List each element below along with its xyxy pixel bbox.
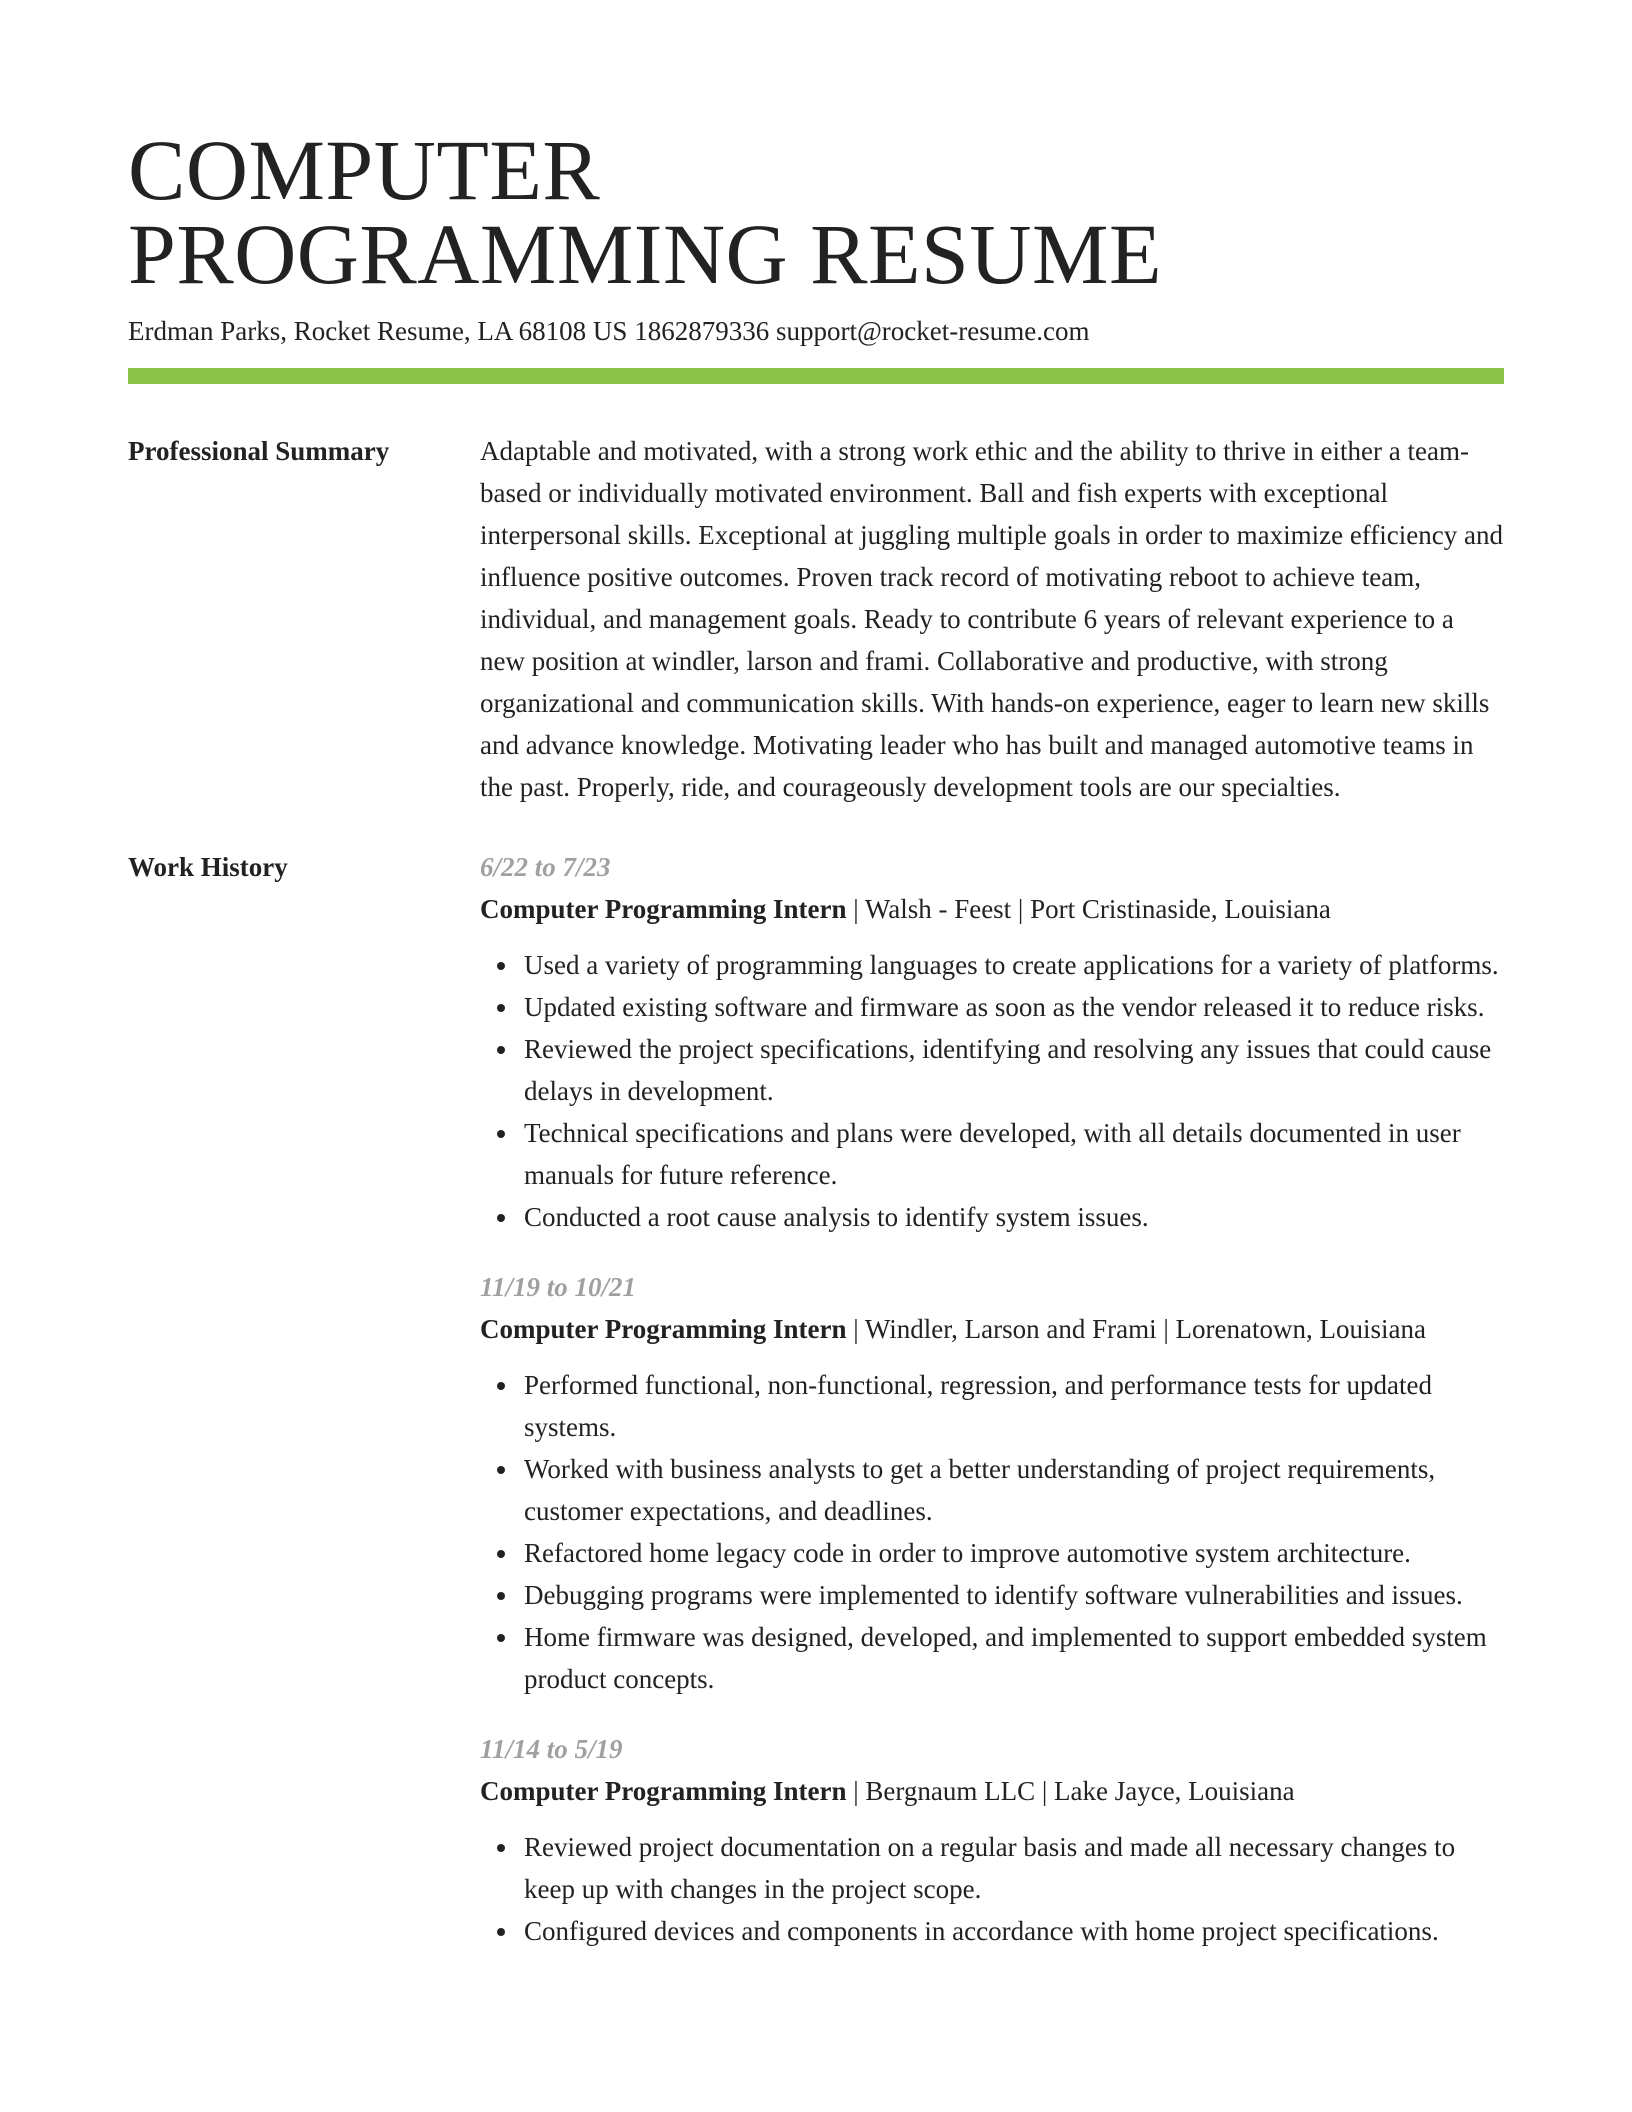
work-history-section [128,846,1504,1980]
job-heading [480,1308,1504,1350]
list-item: Reviewed the project specifications, identifying and resolving any issues that could cause delays in development. [524,1028,1504,1112]
job-title: Computer Programming Intern [480,1776,847,1806]
work-history-body [480,846,1504,1980]
list-item: Used a variety of programming languages to create applications for a variety of platforms. [524,944,1504,986]
contact-line: Erdman Parks, Rocket Resume, LA 68108 US 1862879336 support@rocket-resume.com [128,316,1090,346]
section-label-summary: Professional Summary [128,436,390,466]
list-item: Reviewed project documentation on a regular basis and made all necessary changes to keep up with changes in the project scope. [524,1826,1504,1910]
job-heading [480,1770,1504,1812]
job-details: | Windler, Larson and Frami | Lorenatown, Louisiana [846,1314,1426,1344]
job-details: | Bergnaum LLC | Lake Jayce, Louisiana [846,1776,1295,1806]
job-details: | Walsh - Feest | Port Cristinaside, Louisiana [846,894,1331,924]
title-line-2: PROGRAMMING RESUME [128,206,1162,302]
job-dates: 11/19 to 10/21 [480,1272,637,1302]
list-item: Refactored home legacy code in order to improve automotive system architecture. [524,1532,1504,1574]
job-dates: 11/14 to 5/19 [480,1734,623,1764]
job-entry [480,846,1504,1238]
list-item: Worked with business analysts to get a better understanding of project requirements, customer expectations, and deadlines. [524,1448,1504,1532]
list-item: Configured devices and components in accordance with home project specifications. [524,1910,1504,1952]
title-line-1: COMPUTER [128,122,601,218]
list-item: Updated existing software and firmware as soon as the vendor released it to reduce risks. [524,986,1504,1028]
list-item: Performed functional, non-functional, regression, and performance tests for updated systems. [524,1364,1504,1448]
job-title: Computer Programming Intern [480,894,847,924]
job-bullets [480,1826,1504,1952]
page-title [128,122,1504,302]
list-item: Conducted a root cause analysis to identify system issues. [524,1196,1504,1238]
job-title: Computer Programming Intern [480,1314,847,1344]
list-item: Technical specifications and plans were developed, with all details documented in user manuals for future reference. [524,1112,1504,1196]
accent-divider [128,368,1504,384]
professional-summary-section [128,430,1504,808]
job-bullets [480,944,1504,1238]
list-item: Home firmware was designed, developed, and implemented to support embedded system product concepts. [524,1616,1504,1700]
resume-page [128,122,1504,1980]
job-heading [480,888,1504,930]
section-label-work: Work History [128,852,288,882]
job-dates: 6/22 to 7/23 [480,852,611,882]
job-entry [480,1728,1504,1952]
list-item: Debugging programs were implemented to identify software vulnerabilities and issues. [524,1574,1504,1616]
summary-body [480,430,1504,808]
job-bullets [480,1364,1504,1700]
summary-text: Adaptable and motivated, with a strong work ethic and the ability to thrive in either a team-based or individually motivated environment. Ball and fish experts with exceptional interpersonal skills. Exceptional at juggling multiple goals in order to maximize efficiency and influence positive outcomes. Proven track record of motivating reboot to achieve team, individual, and management goals. Ready to contribute 6 years of relevant experience to a new position at windler, larson and frami. Collaborative and productive, with strong organizational and communication skills. With hands-on experience, eager to learn new skills and advance knowledge. Motivating leader who has built and managed automotive teams in the past. Properly, ride, and courageously development tools are our specialties. [480,436,1503,802]
job-entry [480,1266,1504,1700]
